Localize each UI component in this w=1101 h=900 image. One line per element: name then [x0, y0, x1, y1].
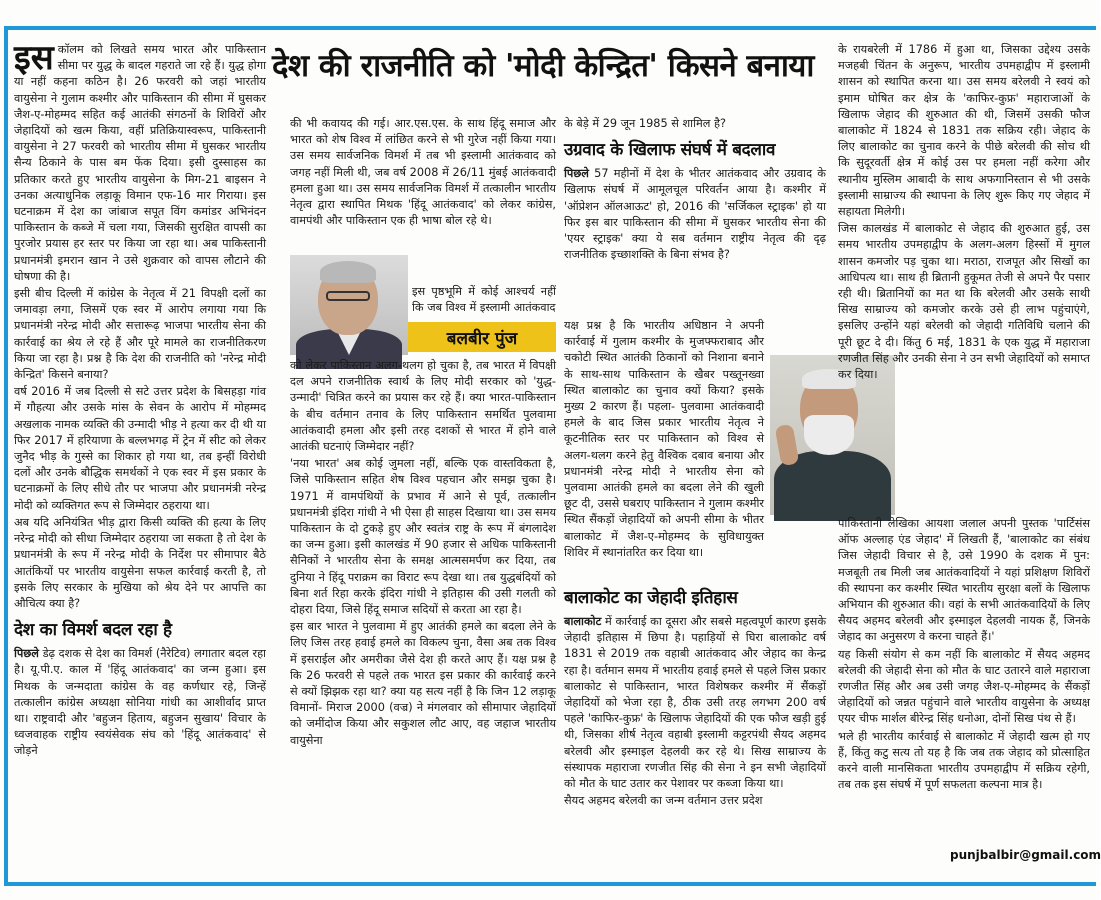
col3-paragraph-2: पिछले 57 महीनों में देश के भीतर आतंकवाद और उग्रवाद के खिलाफ संघर्ष में आमूलचूल परिवर्तन आया है। कश्मीर में 'ऑप्रेशन ऑलआऊट' हो, 2016 की 'सर्जिकल स्ट्राइक' हो या फिर इस बार पाकिस्तान की सीमा में घुसकर भारतीय सेना की 'एयर स्ट्राइक' क्या ये सब वर्तमान राष्ट्रीय नेतृत्व की दृढ़ राजनीतिक इच्छाशक्ति के बिना संभव है? [564, 167, 826, 262]
col3-subhead-1: उग्रवाद के खिलाफ संघर्ष में बदलाव [564, 140, 776, 161]
blue-border-bottom [4, 882, 1096, 886]
column-4-top [838, 42, 1090, 382]
col4-paragraph-4: यह किसी संयोग से कम नहीं कि बालाकोट में सैयद अहमद बरेलवी की जेहादी सेना को मौत के घाट उतारने वाले महाराजा रणजीत सिंह और अब उसी जगह जैश-ए-मोहम्मद के सैंकड़ों जेहादियों को जन्नत पहुंचाने वाले भारतीय वायुसेना के अध्यक्ष एयर चीफ मार्शल बीरेन्द्र सिंह धनोआ, दोनों सिख पंथ से हैं। [838, 647, 1090, 726]
column-4-beside-photo [900, 354, 1090, 514]
col1-paragraph-2: इसी बीच दिल्ली में कांग्रेस के नेतृत्व में 21 विपक्षी दलों का जमावड़ा लगा, जिसमें एक स्वर में आरोप लगाया गया कि प्रधानमंत्री नरेन्द्र मोदी और सत्तारूढ़ भाजपा भारतीय सेना की कार्रवाई का श्रेय ले रहे हैं और पूरे मामले का राजनीतिकरण किया जा रहा है। प्रश्न है कि देश की राजनीति को 'नरेन्द्र मोदी केन्द्रित' किसने बनाया? [14, 287, 266, 382]
col4-paragraph-1: के रायबरेली में 1786 में हुआ था, जिसका उद्देश्य उसके मजहबी चिंतन के अनुरूप, भारतीय उपमहाद्वीप में इस्लामी शासन को स्थापित करना था। उस समय बरेलवी ने स्वयं को इमाम घोषित कर क्षेत्र के 'काफिर-कुफ्र' महाराजाओं के खिलाफ जेहाद की शुरुआत की थी, जिसमें उसकी फौज बालाकोट में 1824 से 1831 तक सक्रिय रही। जेहाद के लिए बालाकोट का चुनाव करने के पीछे बरेलवी की सोच थी कि सुदूरवर्ती क्षेत्र में कोई उस पर हमला नहीं करेगा और स्थानीय मुस्लिम आबादी के साथ अफगानिस्तान से भी उसके इस्लामी साम्राज्य की स्थापना के लिए शुरू किए गए जेहाद में सहायता मिलेगी। [838, 43, 1090, 219]
column-2-top [290, 116, 556, 256]
col2-paragraph-1: की भी कवायद की गई। आर.एस.एस. के साथ हिंदू समाज और भारत को शेष विश्व में लांछित करने से भी गुरेज नहीं किया गया। उस समय सार्वजनिक विमर्श में तब भी इस्लामी आतंकवाद को जगह नहीं मिली थी, जब वर्ष 2008 में 26/11 मुंबई आतंकवादी हमला हुआ था। उस समय सार्वजनिक विमर्श में तत्कालीन भारतीय नेतृत्व द्वारा स्थापित मिथक 'हिंदू आतंकवाद' को लेकर कांग्रेस, वामपंथी और पाकिस्तान एक ही भाषा बोल रहे थे। [290, 117, 556, 228]
dropcap: इस [14, 38, 54, 78]
author-photo [290, 255, 408, 355]
col3-paragraph-3: यक्ष प्रश्न है कि भारतीय अधिष्ठान ने अपनी कार्रवाई में गुलाम कश्मीर के मुजफ्फराबाद और चकोटी स्थित आतंकी ठिकानों को निशाना बनाने के साथ-साथ पाकिस्तान के खैबर पख्तूनख्वा स्थित बालाकोट का चुनाव क्यों किया? इसके मुख्य 2 कारण हैं। पहला- पुलवामा आतंकवादी हमले के बाद जिस प्रकार भारतीय नेतृत्व ने कूटनीतिक स्तर पर पाकिस्तान को विश्व से अलग-थलग करने हेतु वैश्विक दबाव बनाया और प्रधानमंत्री नरेन्द्र मोदी ने भारतीय सेना को पुलवामा आतंकी हमले का बदला लेने की खुली छूट दी, उससे घबराए पाकिस्तान ने गुलाम कश्मीर स्थित सैंकड़ों जेहादियों को अपनी सीमा के भीतर बालाकोट में जैश-ए-मोहम्मद के सुविधायुक्त शिविर में स्थानांतरित कर दिया था। [564, 319, 764, 559]
column-3-bottom [564, 580, 826, 842]
blue-border-top [4, 26, 1096, 30]
col1-paragraph-3: वर्ष 2016 में जब दिल्ली से सटे उत्तर प्रदेश के बिसहड़ा गांव में गौहत्या और उसके मांस के सेवन के आरोप में मोहम्मद अखलाक नामक व्यक्ति की उन्मादी भीड़ ने हत्या कर दी थी या फिर 2017 में हरियाणा के बल्लभगढ़ में ट्रेन में सीट को लेकर जुनैद भीड़ के गुस्से का शिकार हो गया था, तब इन्हीं विरोधी दलों और उनके बौद्धिक समर्थकों ने एक स्वर में इस प्रकार के घटनाक्रमों के लिए सीधे तौर पर भाजपा और प्रधानमंत्री नरेन्द्र मोदी को व्यक्तिगत रूप से जिम्मेदार ठहराया था। [14, 385, 266, 512]
col2-paragraph-3: 'नया भारत' अब कोई जुमला नहीं, बल्कि एक वास्तविकता है, जिसे पाकिस्तान सहित शेष विश्व पहचान और समझ चुका है। 1971 में वामपंथियों के प्रभाव में आने से पूर्व, तत्कालीन प्रधानमंत्री इंदिरा गांधी ने भी ऐसा ही साहस दिखाया था। उस समय पाकिस्तान के दो टुकड़े हुए और स्वतंत्र राष्ट्र के रूप में बंगलादेश का जन्म हुआ। इसी कालखंड में 90 हजार से अधिक पाकिस्तानी सैनिकों ने भारतीय सेना के समक्ष आत्मसमर्पण कर दिया, तब दुनिया ने हिंदू पराक्रम का विराट रूप देखा था। तब युद्धबंदियों को बिना शर्त रिहा करके इंदिरा गांधी ने इतिहास की उसी गलती को दोहरा दिया, जिसे हिंदू समाज सदियों से करता आ रहा है। [290, 457, 557, 617]
col4-paragraph-5: भले ही भारतीय कार्रवाई से बालाकोट में जेहादी खत्म हो गए हैं, किंतु कटु सत्य तो यह है कि जब तक जेहाद को प्रोत्साहित करने वाली मानसिकता भारतीय उपमहाद्वीप में सक्रिय रहेगी, तब तक इस संघर्ष में पूर्ण सफलता कल्पना मात्र है। [838, 729, 1090, 792]
col1-paragraph-4: अब यदि अनियंत्रित भीड़ द्वारा किसी व्यक्ति की हत्या के लिए नरेन्द्र मोदी को सीधा जिम्मेदार ठहराया जा सकता है तो देश के प्रधानमंत्री के रूप में नरेन्द्र मोदी के निर्देश पर सीमापार बैठे आतंकियों पर भारतीय वायुसेना सफल कार्रवाई करती है, तो इसके लिए सरकार के मुखिया को श्रेय देने पर आपत्ति का औचित्य क्या है? [14, 515, 266, 610]
headline: देश की राजनीति को 'मोदी केन्द्रित' किसने बनाया [272, 48, 814, 84]
col3-paragraph-1: के बेड़े में 29 जून 1985 से शामिल है? [564, 117, 727, 130]
col1-paragraph-1: इस कॉलम को लिखते समय भारत और पाकिस्तान सीमा पर युद्ध के बादल गहराते जा रहे हैं। युद्ध होगा या नहीं कहना कठिन है। 26 फरवरी को जहां भारतीय वायुसेना ने गुलाम कश्मीर और पाकिस्तान की सीमा में घुसकर जैश-ए-मोहम्मद सहित कई आतंकी संगठनों के शिविरों और जेहादियों को खत्म किया, वहीं प्रतिक्रियास्वरूप, पाकिस्तानी वायुसेना ने 27 फरवरी को भारतीय सीमा में घुसकर भारतीय सैन्य ठिकाने के पास बम फेंक दिया। इसी दुस्साहस का प्रतिकार करते हुए भारतीय वायुसेना के मिग-21 बाइसन ने उनका अत्याधुनिक लड़ाकू विमान एफ-16 मार गिराया। इस घटनाक्रम में देश का जांबाज सपूत विंग कमांडर अभिनंदन पाकिस्तान के कब्जे में चला गया, जिसकी सुरक्षित वापसी का पुरजोर प्रयास हर स्तर पर किया जा रहा था। अब पाकिस्तानी प्रधानमंत्री इमरान खान ने उसे शुक्रवार को वापस लौटाने की घोषणा की है। [14, 38, 266, 283]
col1-paragraph-5: पिछले डेढ़ दशक से देश का विमर्श (नैरेटिव) लगातार बदल रहा है। यू.पी.ए. काल में 'हिंदू आतंकवाद' का जन्म हुआ। इस मिथक के जन्मदाता कांग्रेस के वह कर्णधार रहे, जिन्हें तत्कालीन कांग्रेस अध्यक्षा सोनिया गांधी का आशीर्वाद प्राप्त था। राष्ट्रवादी और 'बहुजन हिताय, बहुजन सुखाय' विचार के ध्वजवाहक राष्ट्रीय स्वयंसेवक संघ को 'हिंदू आतंकवाद' से जोड़ने [14, 647, 266, 758]
author-name: बलबीर पुंज [446, 328, 518, 349]
col2-paragraph-2: को लेकर पाकिस्तान अलग-थलग हो चुका है, तब भारत में विपक्षी दल अपने राजनीतिक स्वार्थ के लिए मोदी सरकार को 'युद्ध-उन्मादी' चित्रित करने का प्रयास कर रहे हैं। क्या भारत-पाकिस्तान के बीच वर्तमान तनाव के लिए पाकिस्तान समर्थित पुलवामा आतंकवादी हमला और इसी तरह दशकों से भारत में होने वाले आतंकी घटनाएं जिम्मेदार नहीं? [290, 359, 556, 454]
author-byline [408, 322, 556, 352]
col3-subhead-2: बालाकोट का जेहादी इतिहास [564, 588, 738, 608]
column-2-beside-photo [412, 284, 556, 320]
column-2-bottom [290, 358, 556, 842]
blue-border-left [4, 26, 8, 886]
col1-subhead: देश का विमर्श बदल रहा है [14, 620, 172, 641]
col3-paragraph-4: बालाकोट में कार्रवाई का दूसरा और सबसे महत्वपूर्ण कारण इसके जेहादी इतिहास में छिपा है। पहाड़ियों से घिरा बालाकोट वर्ष 1831 से 2019 तक वहाबी आतंकवाद और जेहाद का केन्द्र रहा है। वर्तमान समय में भारतीय हवाई हमले से पहले जिस प्रकार बालाकोट से पाकिस्तान, भारत विशेषकर कश्मीर में सैंकड़ों जेहादियों को भेजा रहा है, ठीक उसी तरह लगभग 200 वर्ष पहले 'काफिर-कुफ्र' के खिलाफ जेहादियों की एक फौज खड़ी हुई थी, जिसका शीर्ष नेतृत्व वहाबी इस्लामी कट्टरपंथी सैयद अहमद बरेलवी और इस्माइल देहलवी कर रहे थे। सिख साम्राज्य के संस्थापक महाराजा रणजीत सिंह की सेना ने इन सभी जेहादियों को मौत के घाट उतार कर पेशावर पर कब्जा किया था। [564, 615, 826, 791]
col2-paragraph-1b: इस पृष्ठभूमि में कोई आश्चर्य नहीं कि जब विश्व में इस्लामी आतंकवाद [412, 285, 556, 315]
column-4-bottom [838, 516, 1090, 842]
column-3-beside-photo [564, 318, 764, 582]
col4-paragraph-3: पाकिस्तानी लेखिका आयशा जलाल अपनी पुस्तक 'पार्टिसंस ऑफ अल्लाह एंड जेहाद' में लिखती हैं, 'बालाकोट का संबंध जिस जेहादी विचार से है, उसे 1990 के दशक में पुन: मजबूती तब मिली जब आतंकवादियों ने यहां प्रशिक्षण शिविरों की स्थापना कर कश्मीर स्थित भारतीय सुरक्षा बलों के खिलाफ अभियान की शुरुआत की। वहां के सभी आतंकवादियों के लिए सैयद अहमद बरेलवी और इस्माइल देहलवी नायक हैं, जिनके जेहाद का अनुसरण वे करना चाहते हैं।' [838, 517, 1090, 644]
author-email: punjbalbir@gmail.com [950, 848, 1101, 862]
col4-paragraph-2a: जिस कालखंड में बालाकोट से जेहाद की शुरुआत हुई, उस समय भारतीय उपमहाद्वीप के अलग-अलग हिस्सों में मुगल शासन कमजोर पड़ चुका था। मराठा, राजपूत और सिखों का आधिपत्य था। साथ ही ब्रितानी हुकूमत तेजी से अपने पैर पसार रही थी। ब्रितानियों का मत था कि बरेलवी और उसके साथी सिख साम्राज्य को कमजोर करके उसे ही लाभ पहुंचाएंगे, इसलिए उन्होंने यहां बरेलवी को जेहादी गतिविधि चलाने की पूरी छूट दे दी। किंतु 6 मई, 1831 के एक युद्ध में महाराजा रणजीत सिंह और उनकी सेना ने उन सभी जेहादियों को समाप्त कर दिया। [838, 222, 1090, 382]
col3-paragraph-5: सैयद अहमद बरेलवी का जन्म वर्तमान उत्तर प्रदेश [564, 794, 763, 808]
column-1 [14, 38, 266, 842]
col2-paragraph-4: इस बार भारत ने पुलवामा में हुए आतंकी हमले का बदला लेने के लिए जिस तरह हवाई हमले का विकल्प चुना, वैसा अब तक विश्व में इसराईल और अमरीका जैसे देश ही करते आए हैं। यक्ष प्रश्न है कि 26 फरवरी से पहले तक भारत इस प्रकार की कार्रवाई करने से क्यों झिझक रहा था? क्या यह सत्य नहीं है कि जिन 12 लड़ाकू विमानों- मिराज 2000 (वज्र) ने मंगलवार को सीमापार जेहादियों को जमींदोज किया और सकुशल लौट आए, वह जहाज भारतीय वायुसेना [290, 620, 556, 747]
